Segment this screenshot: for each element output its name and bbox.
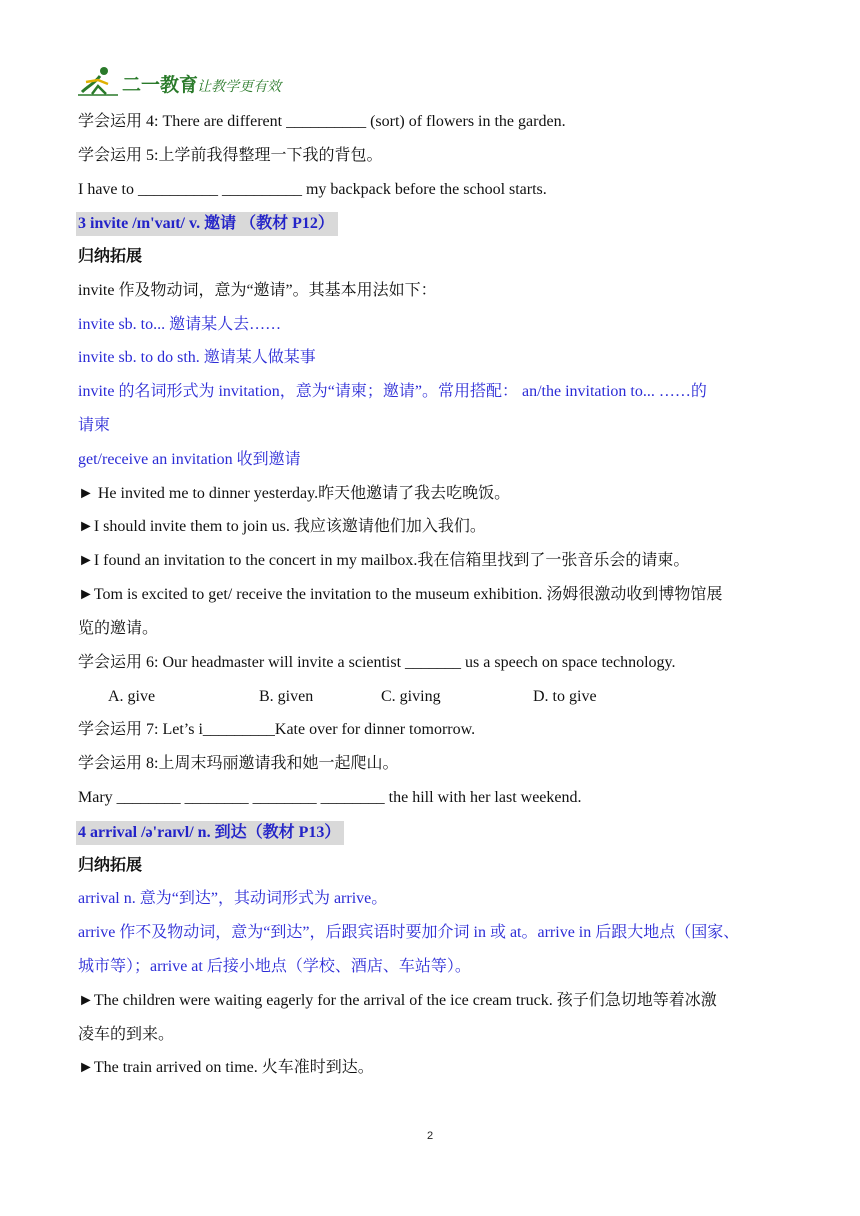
example-4-cont: 览的邀请。 (78, 620, 159, 637)
option-c: C. giving (381, 688, 441, 705)
arrival-intro: arrival n. 意为“到达”，其动词形式为 arrive。 (78, 890, 388, 907)
heading-arrival-text: 4 arrival /ə'raɪvl/ n. 到达（教材 P13） (76, 821, 344, 845)
example-1: ► He invited me to dinner yesterday.昨天他邀请了我去吃晚饭。 (78, 485, 511, 502)
exercise-8-sentence: Mary ________ ________ ________ ________ the hill with her last weekend. (78, 789, 582, 806)
exercise-8-prompt: 学会运用 8:上周末玛丽邀请我和她一起爬山。 (78, 755, 399, 772)
exercise-5-prompt: 学会运用 5:上学前我得整理一下我的背包。 (78, 147, 383, 164)
section-heading-arrival (78, 821, 798, 845)
invite-collocation: get/receive an invitation 收到邀请 (78, 451, 301, 468)
invite-noun-form: invite 的名词形式为 invitation，意为“请柬；邀请”。常用搭配： an/the invitation to... ……的 (78, 383, 707, 400)
section-heading-invite (78, 212, 798, 236)
option-b: B. given (259, 688, 314, 705)
example-5-cont: 凌车的到来。 (78, 1026, 175, 1043)
option-a: A. give (108, 688, 156, 705)
page-number: 2 (426, 1130, 434, 1142)
arrive-usage-cont: 城市等）；arrive at 后接小地点（学校、酒店、车站等）。 (78, 958, 471, 975)
logo-text: 二一教育 (122, 74, 199, 96)
exercise-6: 学会运用 6: Our headmaster will invite a scientist _______ us a speech on space technology. (78, 654, 676, 671)
document-header (78, 62, 478, 98)
option-d: D. to give (533, 688, 597, 705)
invite-intro: invite 作及物动词，意为“邀请”。其基本用法如下： (78, 282, 437, 299)
header-slogan: / 让教学更有效 (188, 79, 282, 95)
exercise-5-sentence: I have to __________ __________ my backpack before the school starts. (78, 181, 547, 198)
invite-noun-form-cont: 请柬 (78, 417, 111, 434)
exercise-7: 学会运用 7: Let’s i_________Kate over for dinner tomorrow. (78, 721, 476, 738)
example-3: ►I found an invitation to the concert in my mailbox.我在信箱里找到了一张音乐会的请柬。 (78, 552, 690, 569)
subheading-summary: 归纳拓展 (78, 248, 143, 265)
invite-usage-2: invite sb. to do sth. 邀请某人做某事 (78, 349, 316, 366)
heading-invite-text: 3 invite /ɪn'vaɪt/ v. 邀请 （教材 P12） (76, 212, 338, 236)
invite-usage-1: invite sb. to... 邀请某人去…… (78, 316, 282, 333)
example-5: ►The children were waiting eagerly for the arrival of the ice cream truck. 孩子们急切地等着冰激 (78, 992, 717, 1009)
arrive-usage: arrive 作不及物动词，意为“到达”，后跟宾语时要加介词 in 或 at。arrive in 后跟大地点（国家、 (78, 924, 740, 941)
example-6: ►The train arrived on time. 火车准时到达。 (78, 1059, 374, 1076)
subheading-summary-2: 归纳拓展 (78, 857, 143, 874)
example-4: ►Tom is excited to get/ receive the invitation to the museum exhibition. 汤姆很激动收到博物馆展 (78, 586, 723, 603)
example-2: ►I should invite them to join us. 我应该邀请他们加入我们。 (78, 518, 486, 535)
exercise-4: 学会运用 4: There are different __________ (sort) of flowers in the garden. (78, 113, 566, 130)
